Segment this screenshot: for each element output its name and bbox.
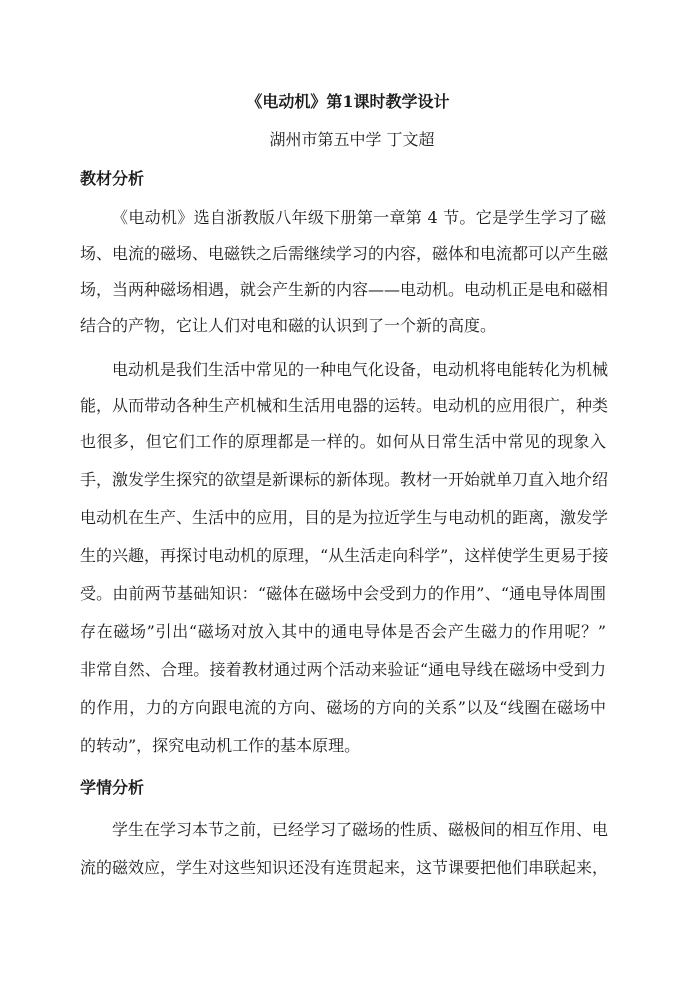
author-line: 湖州市第五中学 丁文超 [269,130,435,149]
paragraph-line: 受。由前两节基础知识：“磁体在磁场中会受到力的作用”、“通电导体周围 [80,584,606,603]
paragraph-line: 的转动”，探究电动机工作的基本原理。 [80,736,361,755]
document-title: 《电动机》第1课时教学设计 [246,92,450,111]
paragraph-line: 的作用，力的方向跟电流的方向、磁场的方向的关系”以及“线圈在磁场中 [80,698,606,717]
section-heading-learner-analysis: 学情分析 [80,778,145,797]
paragraph-line: 手，激发学生探究的欲望是新课标的新体现。教材一开始就单刀直入地介绍 [80,470,609,489]
paragraph-line: 电动机是我们生活中常见的一种电气化设备，电动机将电能转化为机械 [112,360,609,379]
paragraph-line: 也很多，但它们工作的原理都是一样的。如何从日常生活中常见的现象入 [80,432,606,451]
paragraph-line: 存在磁场”引出“磁场对放入其中的通电导体是否会产生磁力的作用呢？” [80,622,606,641]
paragraph-line: 场、电流的磁场、电磁铁之后需继续学习的内容，磁体和电流都可以产生磁 [80,244,609,263]
paragraph-line: 电动机在生产、生活中的应用，目的是为拉近学生与电动机的距离，激发学 [80,508,609,527]
section-heading-textbook-analysis: 教材分析 [80,169,145,188]
paragraph-line: 场，当两种磁场相遇，就会产生新的内容——电动机。电动机正是电和磁相 [80,280,609,299]
paragraph-line: 学生在学习本节之前，已经学习了磁场的性质、磁极间的相互作用、电 [112,820,609,839]
paragraph-line: 生的兴趣，再探讨电动机的原理，“从生活走向科学”，这样使学生更易于接 [80,546,609,565]
paragraph-line: 非常自然、合理。接着教材通过两个活动来验证“通电导线在磁场中受到力 [80,660,606,679]
paragraph-line: 《电动机》选自浙教版八年级下册第一章第 4 节。它是学生学习了磁 [112,208,606,227]
paragraph-line: 流的磁效应，学生对这些知识还没有连贯起来，这节课要把他们串联起来， [80,858,609,877]
paragraph-line: 结合的产物，它让人们对电和磁的认识到了一个新的高度。 [80,316,497,335]
paragraph-line: 能，从而带动各种生产机械和生活用电器的运转。电动机的应用很广，种类 [80,396,609,415]
